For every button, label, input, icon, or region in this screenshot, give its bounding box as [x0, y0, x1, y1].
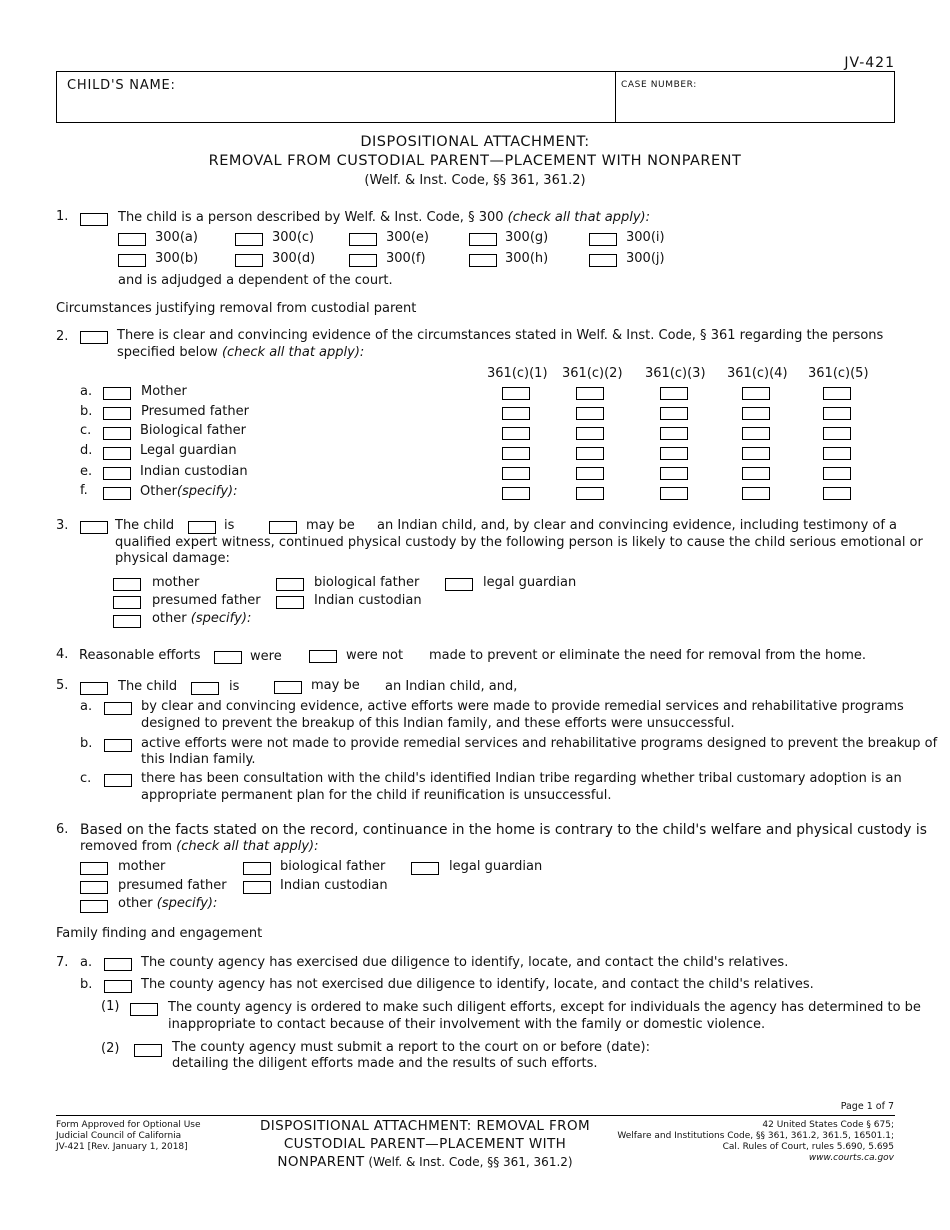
item3-indian-custodian: Indian custodian	[314, 593, 422, 608]
case-number-label: CASE NUMBER:	[621, 80, 697, 90]
checkbox-300g[interactable]	[469, 233, 497, 246]
col-header-361c5: 361(c)(5)	[808, 366, 869, 381]
footer-rule	[56, 1115, 895, 1116]
item5a-line1: by clear and convincing evidence, active efforts were made to provide remedial services and rehabilitative programs	[141, 699, 904, 714]
item7b-text: The county agency has not exercised due diligence to identify, locate, and contact the child's relatives.	[141, 977, 814, 992]
item6-indian-custodian-checkbox[interactable]	[243, 881, 271, 894]
checkbox-other-361c2[interactable]	[576, 487, 604, 500]
item5a-letter: a.	[80, 699, 93, 714]
checkbox-300j[interactable]	[589, 254, 617, 267]
item3-text-line1: an Indian child, and, by clear and convincing evidence, including testimony of a	[377, 518, 898, 533]
row-label-legal-guardian: Legal guardian	[140, 443, 237, 458]
row-label-mother: Mother	[141, 384, 187, 399]
row-label-biological-father: Biological father	[140, 423, 246, 438]
checkbox-other-361c5[interactable]	[823, 487, 851, 500]
col-header-361c2: 361(c)(2)	[562, 366, 623, 381]
item7b-checkbox[interactable]	[104, 980, 132, 993]
title-line1: DISPOSITIONAL ATTACHMENT:	[360, 134, 590, 150]
item3-other-checkbox[interactable]	[113, 615, 141, 628]
section-heading-family-finding: Family finding and engagement	[56, 926, 263, 941]
row-label-other: Other(specify):	[140, 484, 238, 499]
checkbox-300h[interactable]	[469, 254, 497, 267]
item3-presumed-father-checkbox[interactable]	[113, 596, 141, 609]
item3-text-line3: physical damage:	[115, 551, 230, 566]
checkbox-presumed-father-361c4[interactable]	[742, 407, 770, 420]
item6-other-checkbox[interactable]	[80, 900, 108, 913]
item4-text: made to prevent or eliminate the need for removal from the home.	[429, 648, 867, 663]
item6-presumed-father: presumed father	[118, 878, 227, 893]
checkbox-other-361c4[interactable]	[742, 487, 770, 500]
item2-number: 2.	[56, 329, 69, 344]
label-300f: 300(f)	[386, 251, 426, 266]
item4-were-not-checkbox[interactable]	[309, 650, 337, 663]
item3-legal-guardian-checkbox[interactable]	[445, 578, 473, 591]
label-300h: 300(h)	[505, 251, 549, 266]
checkbox-indian-custodian-361c4[interactable]	[742, 467, 770, 480]
item7b2-line2: detailing the diligent efforts made and the results of such efforts.	[172, 1056, 598, 1071]
label-300j: 300(j)	[626, 251, 665, 266]
checkbox-mother-361c2[interactable]	[576, 387, 604, 400]
checkbox-presumed-father-361c5[interactable]	[823, 407, 851, 420]
checkbox-legal-guardian-361c5[interactable]	[823, 447, 851, 460]
row-letter-d: d.	[80, 443, 93, 458]
item5a-checkbox[interactable]	[104, 702, 132, 715]
checkbox-presumed-father-361c2[interactable]	[576, 407, 604, 420]
checkbox-300a[interactable]	[118, 233, 146, 246]
checkbox-biological-father[interactable]	[103, 427, 131, 440]
checkbox-mother-361c4[interactable]	[742, 387, 770, 400]
item4-number: 4.	[56, 647, 69, 662]
checkbox-mother-361c3[interactable]	[660, 387, 688, 400]
checkbox-legal-guardian-361c4[interactable]	[742, 447, 770, 460]
item1-checkbox[interactable]	[80, 213, 108, 226]
label-300d: 300(d)	[272, 251, 316, 266]
checkbox-other-361c3[interactable]	[660, 487, 688, 500]
item2-text-line1: There is clear and convincing evidence of the circumstances stated in Welf. & Inst. Code, § 361 regarding the persons	[117, 328, 884, 343]
label-300c: 300(c)	[272, 230, 315, 245]
page-number: Page 1 of 7	[840, 1101, 894, 1112]
label-300a: 300(a)	[155, 230, 198, 245]
item5b-letter: b.	[80, 736, 93, 751]
item7b1-number: (1)	[101, 999, 120, 1014]
checkbox-biological-father-361c2[interactable]	[576, 427, 604, 440]
checkbox-mother-361c5[interactable]	[823, 387, 851, 400]
form-id: JV-421	[844, 55, 895, 71]
item7a-checkbox[interactable]	[104, 958, 132, 971]
item7a-letter: a.	[80, 955, 93, 970]
label-300e: 300(e)	[386, 230, 429, 245]
item7b2-date-input[interactable]	[622, 1038, 892, 1056]
item7a-text: The county agency has exercised due diligence to identify, locate, and contact the child's relatives.	[141, 955, 789, 970]
checkbox-biological-father-361c4[interactable]	[742, 427, 770, 440]
item3-presumed-father: presumed father	[152, 593, 261, 608]
checkbox-legal-guardian-361c3[interactable]	[660, 447, 688, 460]
checkbox-legal-guardian-361c2[interactable]	[576, 447, 604, 460]
checkbox-other-361c1[interactable]	[502, 487, 530, 500]
checkbox-other[interactable]	[103, 487, 131, 500]
row-letter-b: b.	[80, 404, 93, 419]
item3-other: other (specify):	[152, 611, 252, 626]
item6-text-line2: removed from (check all that apply):	[80, 839, 319, 854]
item3-may-be-checkbox[interactable]	[269, 521, 297, 534]
checkbox-mother-361c1[interactable]	[502, 387, 530, 400]
item5b-line1: active efforts were not made to provide remedial services and rehabilitative programs designed to prevent the breakup of	[141, 736, 938, 751]
item4-were-not: were not	[346, 648, 404, 663]
item7-number: 7.	[56, 955, 69, 970]
title-line3: (Welf. & Inst. Code, §§ 361, 361.2)	[364, 173, 586, 188]
checkbox-300i[interactable]	[589, 233, 617, 246]
checkbox-300f[interactable]	[349, 254, 377, 267]
checkbox-indian-custodian-361c2[interactable]	[576, 467, 604, 480]
title-line2: REMOVAL FROM CUSTODIAL PARENT—PLACEMENT WITH NONPARENT	[208, 153, 742, 169]
checkbox-biological-father-361c1[interactable]	[502, 427, 530, 440]
item5b-checkbox[interactable]	[104, 739, 132, 752]
item6-legal-guardian: legal guardian	[449, 859, 543, 874]
item5c-letter: c.	[80, 771, 92, 786]
item4-were: were	[250, 649, 282, 664]
item6-indian-custodian: Indian custodian	[280, 878, 388, 893]
item3-number: 3.	[56, 518, 69, 533]
item5c-checkbox[interactable]	[104, 774, 132, 787]
item5a-line2: designed to prevent the breakup of this Indian family, and these efforts were unsuccessful.	[141, 716, 735, 731]
checkbox-indian-custodian-361c3[interactable]	[660, 467, 688, 480]
row-letter-c: c.	[80, 423, 92, 438]
item5c-line2: appropriate permanent plan for the child if reunification is unsuccessful.	[141, 788, 612, 803]
item5-may-be-checkbox[interactable]	[274, 681, 302, 694]
item6-bio-father: biological father	[280, 859, 386, 874]
item5-checkbox[interactable]	[80, 682, 108, 695]
label-300b: 300(b)	[155, 251, 199, 266]
item2-checkbox[interactable]	[80, 331, 108, 344]
checkbox-legal-guardian[interactable]	[103, 447, 131, 460]
footer-title: DISPOSITIONAL ATTACHMENT: REMOVAL FROM CUSTODIAL PARENT—PLACEMENT WITH NONPARENT (Welf. & Inst. Code, §§ 361, 361.2)	[259, 1118, 591, 1170]
item7b1-line2: inappropriate to contact because of their involvement with the family or domestic violence.	[168, 1017, 766, 1032]
checkbox-300e[interactable]	[349, 233, 377, 246]
label-300g: 300(g)	[505, 230, 549, 245]
child-name-input[interactable]	[362, 79, 624, 119]
col-header-361c4: 361(c)(4)	[727, 366, 788, 381]
col-header-361c3: 361(c)(3)	[645, 366, 706, 381]
item7b-letter: b.	[80, 977, 93, 992]
item3-legal-guardian: legal guardian	[483, 575, 577, 590]
item2-text-line2: specified below (check all that apply):	[117, 345, 365, 360]
checkbox-presumed-father[interactable]	[103, 407, 131, 420]
child-name-label: CHILD'S NAME:	[67, 78, 176, 93]
item5b-line2: this Indian family.	[141, 752, 256, 767]
item3-the-child: The child	[115, 518, 175, 533]
footer-left: Form Approved for Optional Use Judicial Council of California JV-421 [Rev. January 1, 2018]	[56, 1120, 201, 1152]
col-header-361c1: 361(c)(1)	[487, 366, 548, 381]
checkbox-mother[interactable]	[103, 387, 131, 400]
item7b2-line1: The county agency must submit a report to the court on or before (date):	[172, 1040, 650, 1055]
checkbox-300c[interactable]	[235, 233, 263, 246]
item7b2-checkbox[interactable]	[134, 1044, 162, 1057]
item3-mother: mother	[152, 575, 200, 590]
item7b1-checkbox[interactable]	[130, 1003, 158, 1016]
item1-text: The child is a person described by Welf. & Inst. Code, § 300 (check all that apply):	[118, 210, 651, 225]
checkbox-legal-guardian-361c1[interactable]	[502, 447, 530, 460]
item3-checkbox[interactable]	[80, 521, 108, 534]
checkbox-presumed-father-361c1[interactable]	[502, 407, 530, 420]
item7b2-number: (2)	[101, 1041, 120, 1056]
row-letter-f: f.	[80, 483, 88, 498]
row-label-indian-custodian: Indian custodian	[140, 464, 248, 479]
item5c-line1: there has been consultation with the child's identified Indian tribe regarding whether tribal customary adoption is an	[141, 771, 902, 786]
checkbox-indian-custodian-361c1[interactable]	[502, 467, 530, 480]
item5-the-child: The child	[118, 679, 178, 694]
checkbox-300d[interactable]	[235, 254, 263, 267]
item4-reasonable-efforts: Reasonable efforts	[79, 648, 201, 663]
item3-bio-father-checkbox[interactable]	[276, 578, 304, 591]
checkbox-indian-custodian-361c5[interactable]	[823, 467, 851, 480]
checkbox-biological-father-361c3[interactable]	[660, 427, 688, 440]
item3-is-checkbox[interactable]	[188, 521, 216, 534]
item5-is: is	[229, 679, 240, 694]
item7b1-line1: The county agency is ordered to make such diligent efforts, except for individuals the agency has determined to be	[168, 1000, 921, 1015]
item1-number: 1.	[56, 209, 69, 224]
item6-legal-guardian-checkbox[interactable]	[411, 862, 439, 875]
item6-text-line1: Based on the facts stated on the record, continuance in the home is contrary to the child's welfare and physical custody is	[80, 822, 927, 838]
item4-were-checkbox[interactable]	[214, 651, 242, 664]
item6-number: 6.	[56, 822, 69, 837]
item3-text-line2: qualified expert witness, continued physical custody by the following person is likely to cause the child serious emotional or	[115, 535, 923, 550]
item5-may-be: may be	[311, 678, 360, 693]
item3-mother-checkbox[interactable]	[113, 578, 141, 591]
checkbox-biological-father-361c5[interactable]	[823, 427, 851, 440]
footer-right: 42 United States Code § 675; Welfare and Institutions Code, §§ 361, 361.2, 361.5, 16501.1; Cal. Rules of Court, rules 5.690, 5.695 www.courts.ca.gov	[617, 1120, 894, 1163]
case-number-input[interactable]	[620, 90, 890, 120]
checkbox-presumed-father-361c3[interactable]	[660, 407, 688, 420]
item6-bio-father-checkbox[interactable]	[243, 862, 271, 875]
item6-presumed-father-checkbox[interactable]	[80, 881, 108, 894]
label-300i: 300(i)	[626, 230, 665, 245]
item5-number: 5.	[56, 678, 69, 693]
item6-mother: mother	[118, 859, 166, 874]
row-letter-a: a.	[80, 384, 93, 399]
row-label-presumed-father: Presumed father	[141, 404, 249, 419]
item3-is: is	[224, 518, 235, 533]
item3-may-be: may be	[306, 518, 355, 533]
item3-indian-custodian-checkbox[interactable]	[276, 596, 304, 609]
row-letter-e: e.	[80, 464, 93, 479]
checkbox-indian-custodian[interactable]	[103, 467, 131, 480]
item1-tail: and is adjudged a dependent of the court.	[118, 273, 393, 288]
checkbox-300b[interactable]	[118, 254, 146, 267]
item3-bio-father: biological father	[314, 575, 420, 590]
item6-other: other (specify):	[118, 896, 218, 911]
item5-text: an Indian child, and,	[385, 679, 518, 694]
section-heading-removal: Circumstances justifying removal from custodial parent	[56, 301, 417, 316]
item6-mother-checkbox[interactable]	[80, 862, 108, 875]
item5-is-checkbox[interactable]	[191, 682, 219, 695]
